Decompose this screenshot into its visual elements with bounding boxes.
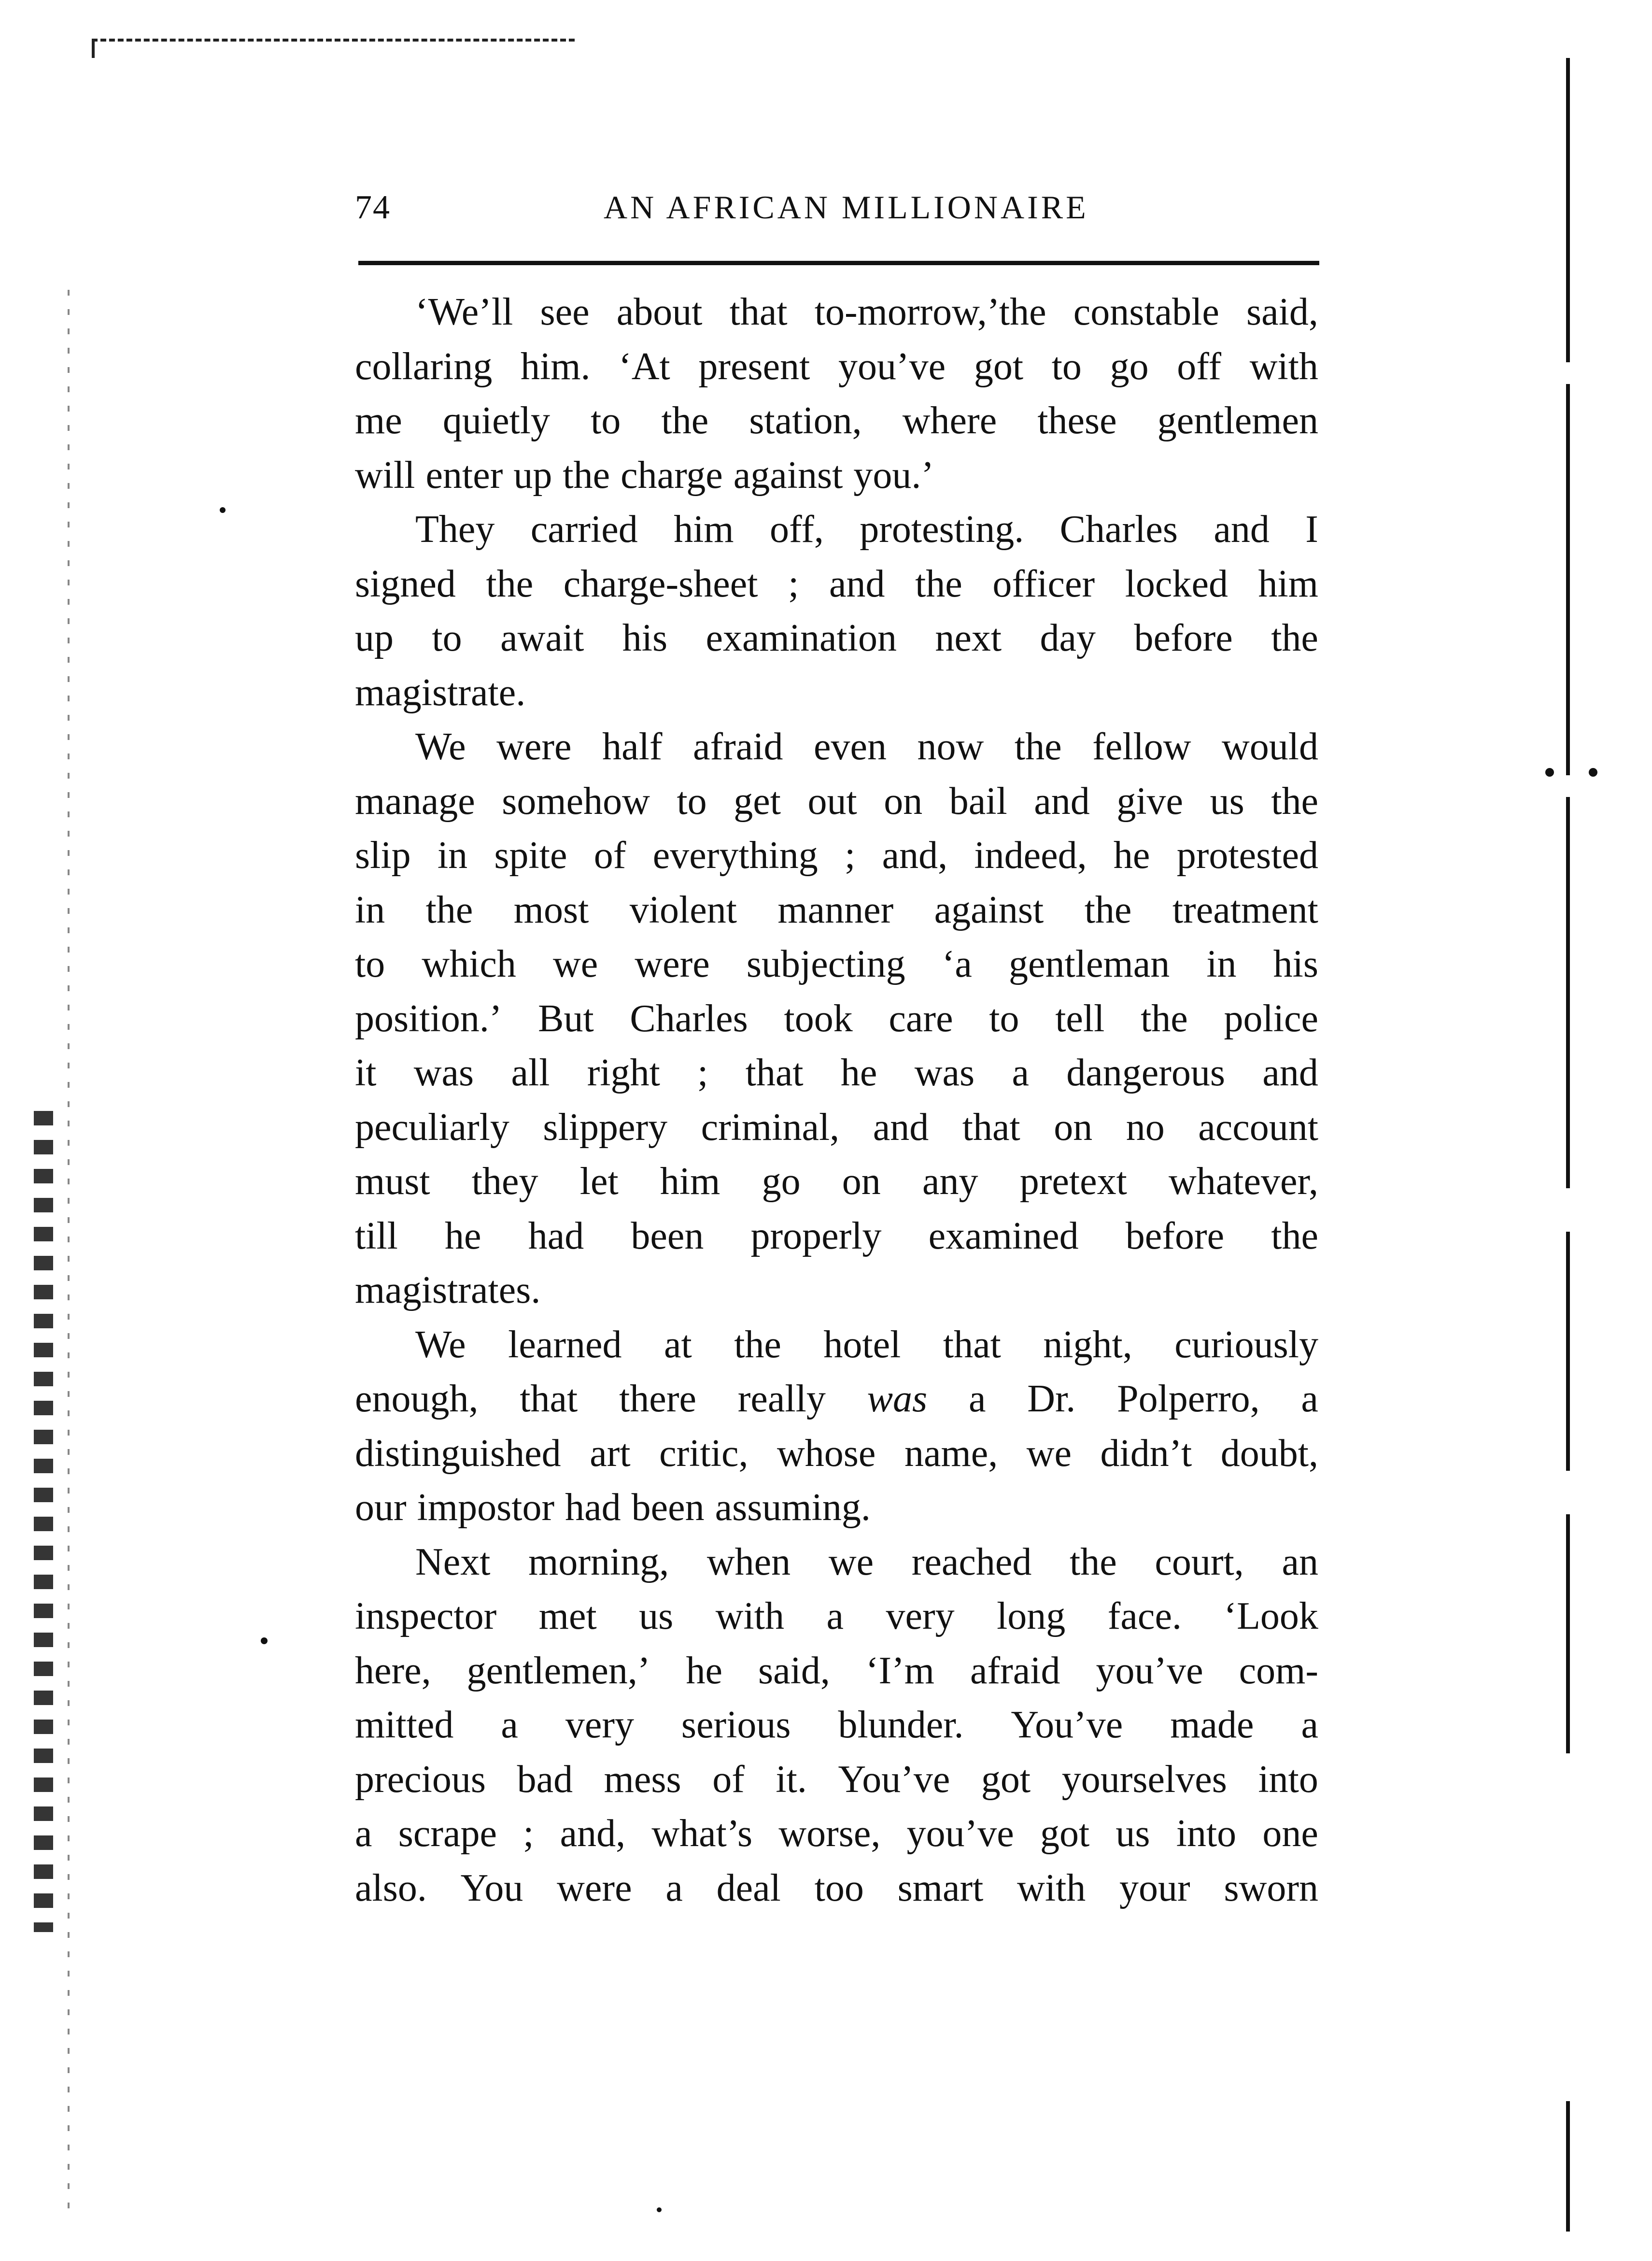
word: that [745,1052,804,1094]
word: com- [1239,1649,1318,1692]
word: on [1054,1106,1093,1149]
text-line [355,1154,1318,1209]
word: Charles [630,997,748,1040]
word: off, [770,508,824,551]
word: ; [788,562,799,605]
word: care [889,997,953,1040]
word: ; [523,1812,534,1855]
word: the [1271,1214,1318,1257]
word: somehow [502,780,650,823]
word: treatment [1172,888,1318,931]
word: impostor [417,1486,555,1529]
word: very [565,1704,634,1746]
text-line [355,1263,1318,1318]
word: right [587,1052,660,1094]
word: in [355,888,385,931]
word: court, [1155,1540,1244,1583]
word: before [1125,1214,1225,1257]
word: learned [508,1323,622,1366]
word: of [712,1758,745,1801]
scan-speck [1545,768,1554,777]
word: it. [776,1758,807,1801]
word: was [867,1378,928,1420]
word: didn’t [1100,1432,1192,1475]
word: charge [621,454,723,497]
word: They [415,508,495,551]
scan-edge-mark-left-thin [68,290,70,2222]
word: blunder. [838,1704,964,1746]
word: precious [355,1758,486,1801]
word: tell [1055,997,1105,1040]
word: on [884,780,923,823]
word: ; [845,834,856,877]
scan-speck [261,1637,268,1644]
text-line [355,1046,1318,1100]
word: Next [415,1540,491,1583]
word: dangerous [1066,1052,1226,1094]
scan-edge-mark-top [92,39,575,44]
word: spite [494,834,567,877]
scan-edge-mark-corner [92,39,95,58]
word: when [706,1540,791,1583]
word: took [784,997,853,1040]
word: he [686,1649,722,1692]
word: us [1210,780,1244,823]
word: You [460,1866,523,1909]
word: been [631,1214,704,1257]
text-line [355,1861,1318,1916]
text-line [355,557,1318,611]
word: into [1258,1758,1318,1801]
word: slippery [543,1106,668,1149]
word: name, [904,1432,998,1475]
word: slip [355,834,411,877]
word: We [415,1323,466,1366]
word: really [737,1378,826,1420]
word: everything [652,834,818,877]
word: you’ve [838,345,946,388]
word: him [1258,562,1318,605]
word: examined [928,1214,1079,1257]
word: was [413,1052,474,1094]
running-title: AN AFRICAN MILLIONAIRE [604,189,1089,226]
page-number: 74 [355,189,391,226]
word: distinguished [355,1432,561,1475]
word: and [1034,780,1090,823]
word: You’ve [838,1758,950,1801]
text-line [355,1752,1318,1807]
word: his [622,617,668,659]
word: serious [681,1704,791,1746]
text-line [355,340,1318,394]
word: Polperro, [1117,1378,1260,1420]
word: afraid [692,725,783,768]
word: manner [777,888,894,931]
word: got [981,1758,1031,1801]
word: said, [1246,291,1318,333]
text-line [355,1589,1318,1644]
word: bad [517,1758,573,1801]
header-rule [358,261,1319,265]
word: against [733,454,843,497]
word: magistrate. [355,671,526,714]
text-line [355,1644,1318,1698]
word: were [635,943,710,985]
word: till [355,1214,398,1257]
word: a [1012,1052,1029,1094]
word: station, [749,399,862,442]
word: But [538,997,594,1040]
word: hotel [823,1323,901,1366]
word: worse, [778,1812,881,1855]
text-line [355,992,1318,1046]
word: morning, [528,1540,669,1583]
word: afraid [970,1649,1060,1692]
word: mess [604,1758,681,1801]
word: these [1037,399,1117,442]
word: enter [425,454,503,497]
text-line [355,1100,1318,1155]
word: the [1014,725,1062,768]
word: deal [716,1866,781,1909]
word: the [1271,780,1318,823]
word: give [1116,780,1184,823]
word: even [814,725,887,768]
text-line [355,883,1318,938]
word: Dr. [1027,1378,1076,1420]
word: to [989,997,1019,1040]
word: critic, [659,1432,748,1475]
word: met [538,1595,597,1637]
word: whose [777,1432,876,1475]
word: we [552,943,598,985]
word: to [591,399,621,442]
word: await [500,617,584,659]
word: it [355,1052,377,1094]
word: which [422,943,516,985]
word: account [1198,1106,1318,1149]
word: out [807,780,857,823]
word: you’ve [1096,1649,1203,1692]
text-line [355,937,1318,992]
word: very [886,1595,955,1637]
word: indeed, [974,834,1087,877]
word: he [840,1052,877,1094]
word: and [1214,508,1270,551]
word: had [565,1486,621,1529]
word: yourselves [1061,1758,1227,1801]
word: I [1305,508,1318,551]
word: properly [750,1214,882,1257]
word: ‘I’m [865,1649,934,1692]
word: he [445,1214,481,1257]
running-head [355,188,1321,242]
word: and, [560,1812,626,1855]
word: to [1051,345,1082,388]
word: our [355,1486,407,1529]
scan-edge-mark-right [1566,58,1570,2232]
word: curiously [1174,1323,1318,1366]
text-line [355,828,1318,883]
word: also. [355,1866,427,1909]
word: had [528,1214,584,1257]
word: to [432,617,462,659]
word: the [1070,1540,1117,1583]
word: that [729,291,788,333]
word: him [660,1160,720,1203]
word: officer [992,562,1095,605]
word: reached [911,1540,1032,1583]
text-line [355,502,1318,557]
word: and, [882,834,948,877]
word: will [355,454,415,497]
word: a [665,1866,683,1909]
word: ‘Look [1224,1595,1318,1637]
body-text [355,285,1318,1915]
word: all [511,1052,550,1094]
text-line [355,1535,1318,1590]
word: to [677,780,707,823]
word: with [715,1595,784,1637]
word: a [826,1595,844,1637]
word: police [1224,997,1318,1040]
word: him [674,508,734,551]
word: get [734,780,781,823]
word: and [873,1106,929,1149]
word: the [425,888,473,931]
text-line [355,448,1318,503]
word: You’ve [1011,1704,1123,1746]
word: that [962,1106,1020,1149]
word: the [1084,888,1132,931]
word: the [1141,997,1188,1040]
word: any [922,1160,978,1203]
word: in [437,834,468,877]
word: quietly [442,399,551,442]
word: on [842,1160,881,1203]
word: to-morrow,’the [814,291,1046,333]
word: the [486,562,534,605]
word: the [1271,617,1318,659]
text-line [355,1480,1318,1535]
word: now [917,725,984,768]
word: bail [949,780,1007,823]
word: been [631,1486,705,1529]
word: your [1119,1866,1190,1909]
word: one [1262,1812,1318,1855]
scan-speck [220,507,226,513]
word: gentleman [1009,943,1170,985]
word: protested [1176,834,1318,877]
text-line [355,611,1318,666]
word: here, [355,1649,431,1692]
word: must [355,1160,430,1203]
word: ‘a [942,943,972,985]
word: got [974,345,1024,388]
scan-speck [657,2207,662,2212]
word: constable [1073,291,1219,333]
word: of [593,834,626,877]
word: ; [697,1052,708,1094]
word: gentlemen [1157,399,1318,442]
text-line [355,1372,1318,1426]
word: the [661,399,709,442]
word: face. [1107,1595,1182,1637]
word: subjecting [746,943,905,985]
word: a [968,1378,986,1420]
word: let [579,1160,619,1203]
word: a [355,1812,372,1855]
word: and [1262,1052,1318,1094]
word: examination [706,617,897,659]
word: before [1134,617,1233,659]
word: the [563,454,610,497]
word: he [1113,834,1150,877]
word: got [1040,1812,1090,1855]
word: violent [629,888,737,931]
word: no [1126,1106,1165,1149]
word: ‘We’ll [415,291,513,333]
word: next [935,617,1002,659]
word: off [1177,345,1222,388]
text-line [355,1698,1318,1752]
word: in [1206,943,1237,985]
word: with [1017,1866,1086,1909]
word: would [1221,725,1318,768]
word: made [1170,1704,1254,1746]
word: him. [520,345,591,388]
word: doubt, [1220,1432,1318,1475]
word: scrape [398,1812,497,1855]
word: mitted [355,1704,454,1746]
word: signed [355,562,456,605]
word: peculiarly [355,1106,509,1149]
word: his [1273,943,1318,985]
word: pretext [1019,1160,1127,1203]
word: day [1040,617,1096,659]
word: and [829,562,885,605]
word: see [540,291,590,333]
scan-speck [1589,768,1597,777]
word: go [1110,345,1149,388]
text-line [355,666,1318,720]
word: the [915,562,962,605]
word: us [639,1595,674,1637]
word: at [664,1323,692,1366]
text-line [355,1209,1318,1264]
word: inspector [355,1595,497,1637]
word: an [1282,1540,1318,1583]
word: a [1301,1378,1318,1420]
word: to [355,943,385,985]
word: where [902,399,997,442]
text-line [355,1318,1318,1372]
text-line [355,285,1318,340]
word: half [602,725,663,768]
word: manage [355,780,475,823]
word: you’ve [906,1812,1014,1855]
text-line [355,1806,1318,1861]
word: locked [1125,562,1228,605]
word: that [520,1378,578,1420]
text-line [355,774,1318,829]
word: go [762,1160,801,1203]
word: they [471,1160,538,1203]
word: were [496,725,572,768]
word: with [1249,345,1318,388]
word: we [1026,1432,1072,1475]
word: there [619,1378,696,1420]
word: were [557,1866,632,1909]
word: collaring [355,345,493,388]
text-line [355,720,1318,774]
word: whatever, [1169,1160,1318,1203]
word: Charles [1059,508,1178,551]
word: enough, [355,1378,479,1420]
word: a [501,1704,518,1746]
word: us [1115,1812,1150,1855]
word: most [513,888,589,931]
word: night, [1043,1323,1132,1366]
word: what’s [651,1812,753,1855]
word: about [616,291,703,333]
word: into [1176,1812,1237,1855]
word: against [934,888,1044,931]
word: art [590,1432,631,1475]
word: said, [758,1649,830,1692]
word: long [997,1595,1066,1637]
word: you.’ [853,454,934,497]
word: sworn [1224,1866,1318,1909]
scan-edge-mark-left [34,1111,53,1932]
word: we [828,1540,874,1583]
word: ‘At [619,345,670,388]
word: carried [530,508,638,551]
word: smart [897,1866,984,1909]
word: a [1301,1704,1318,1746]
word: me [355,399,402,442]
word: too [814,1866,864,1909]
word: was [914,1052,975,1094]
text-line [355,394,1318,448]
word: criminal, [701,1106,840,1149]
word: gentlemen,’ [466,1649,650,1692]
text-line [355,1426,1318,1481]
word: up [513,454,552,497]
word: assuming. [715,1486,871,1529]
word: fellow [1092,725,1191,768]
word: position.’ [355,997,502,1040]
word: We [415,725,466,768]
word: protesting. [860,508,1024,551]
word: that [943,1323,1001,1366]
word: magistrates. [355,1269,541,1311]
word: present [698,345,810,388]
word: the [734,1323,781,1366]
word: charge-sheet [563,562,758,605]
word: up [355,617,394,659]
